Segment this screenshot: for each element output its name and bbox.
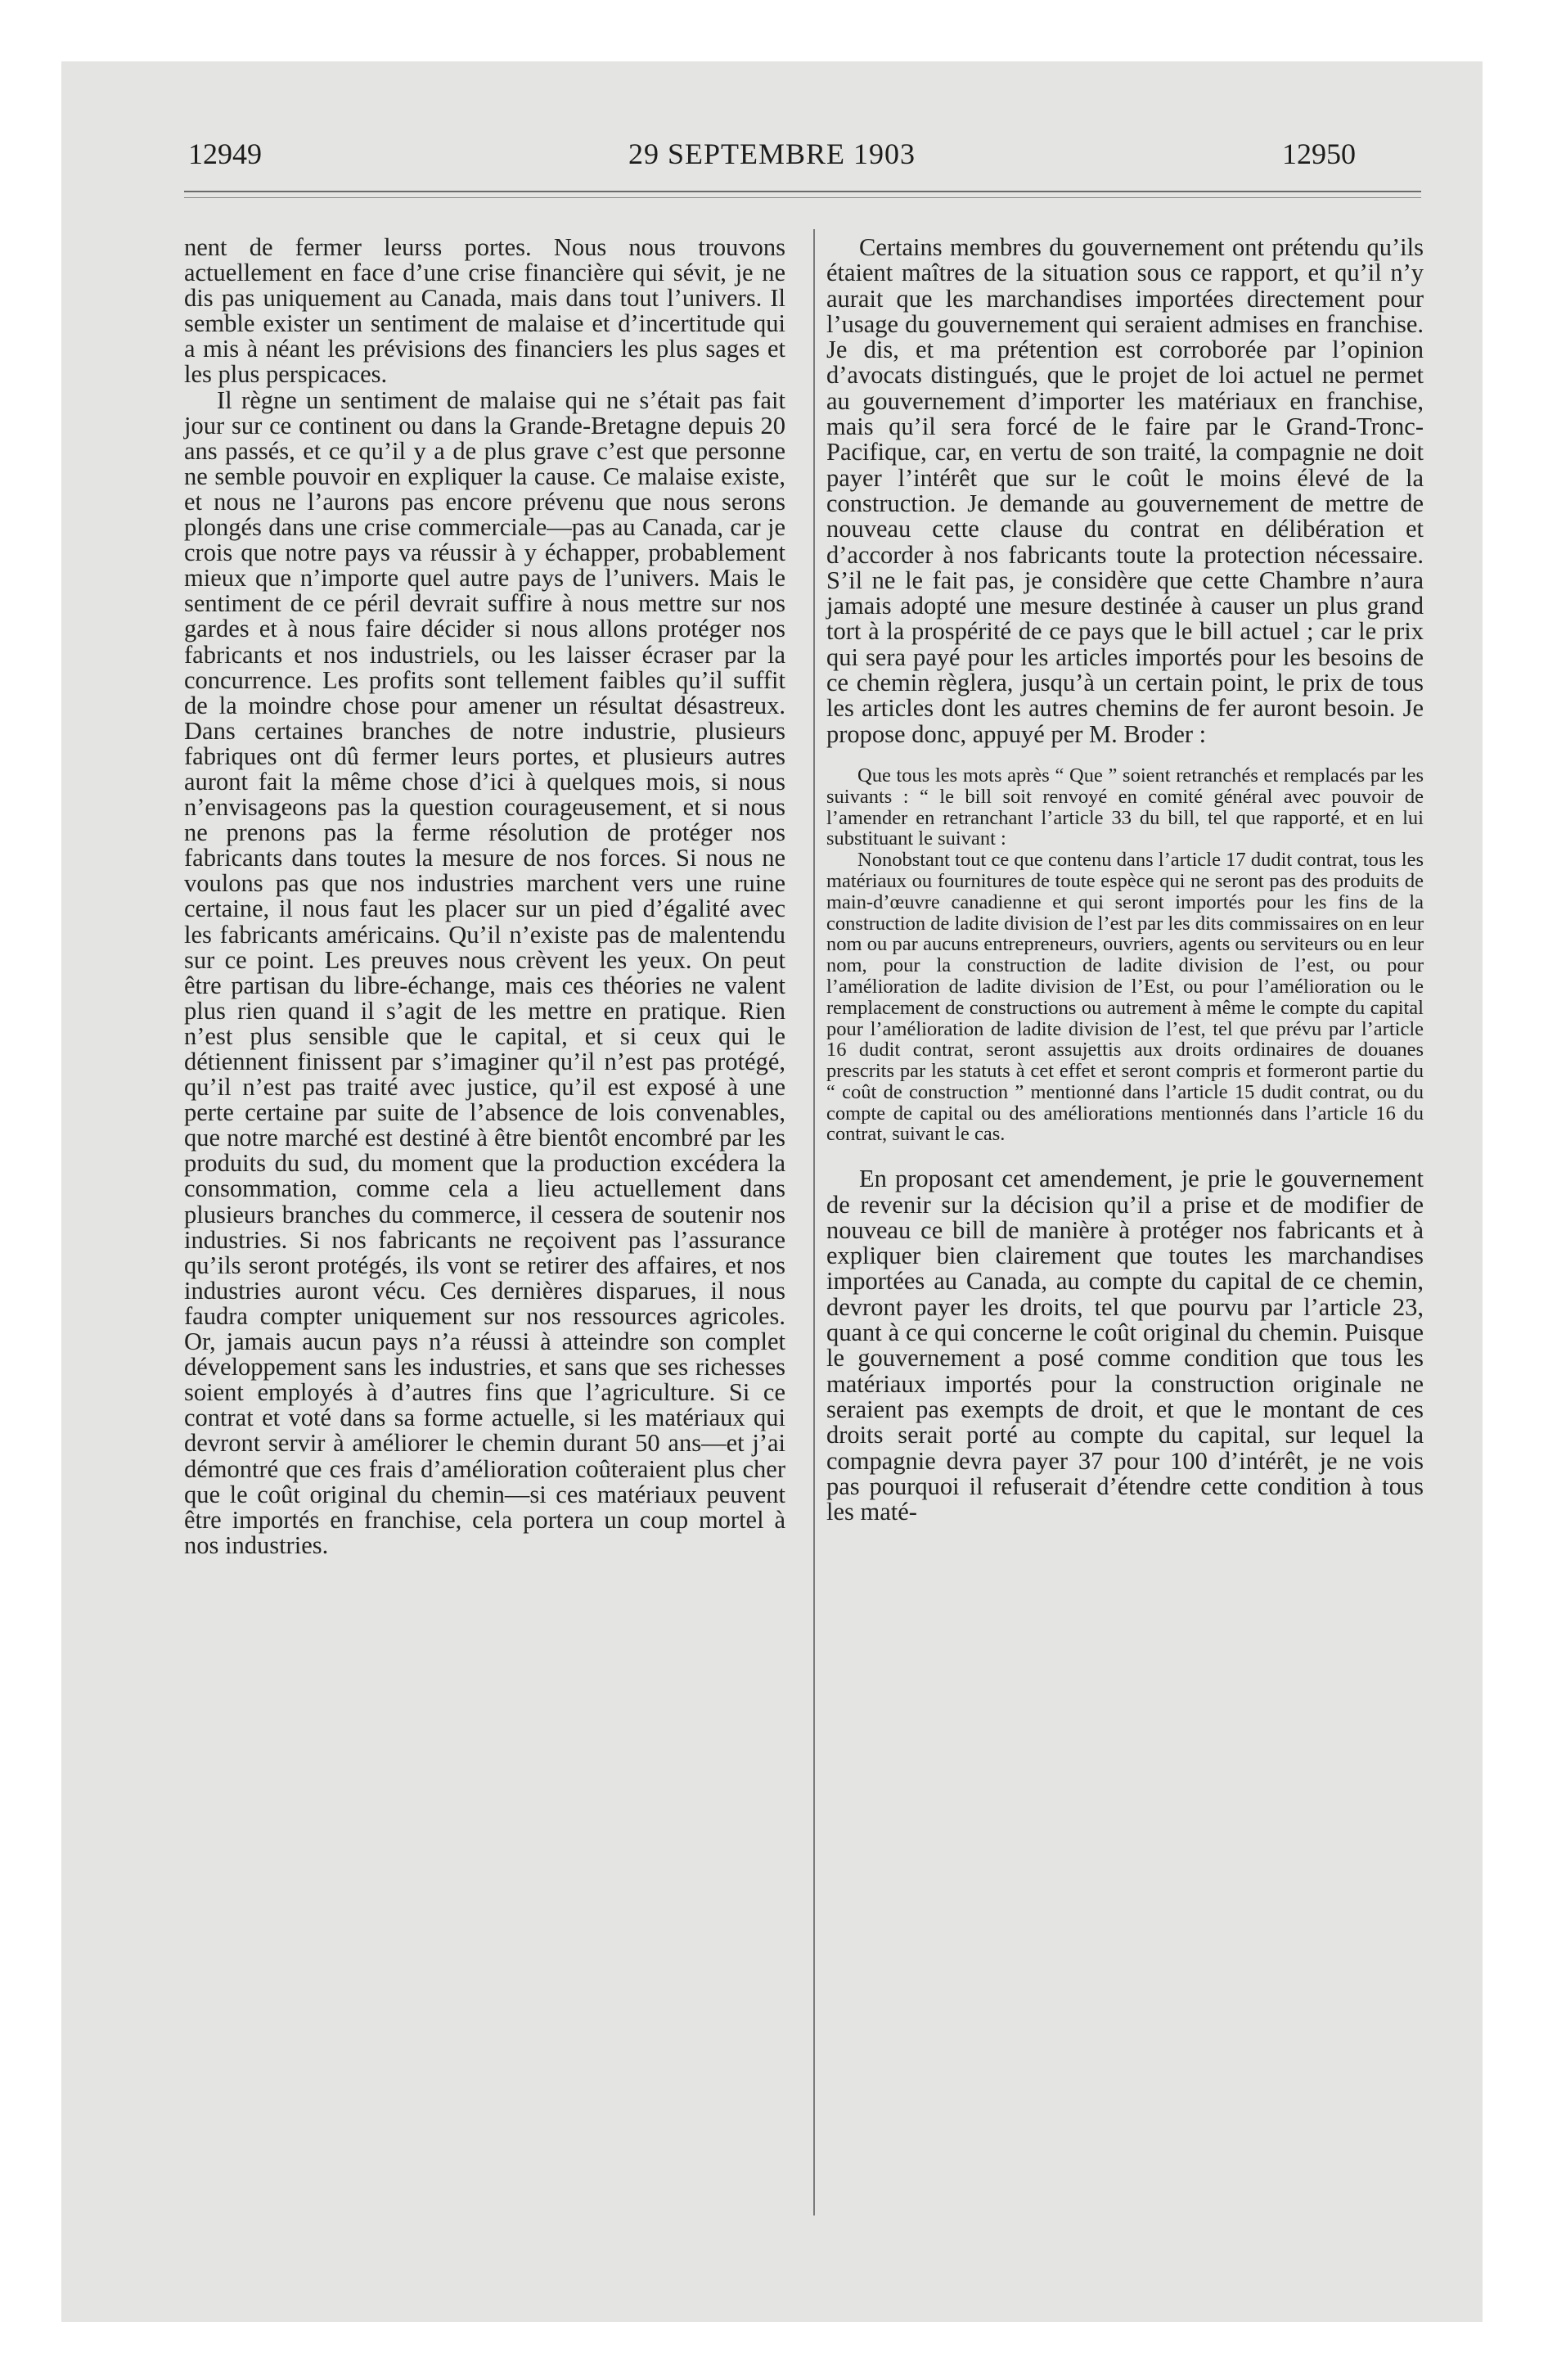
header-date: 29 SEPTEMBRE 1903 — [628, 137, 916, 170]
page-number-right: 12950 — [1282, 137, 1356, 170]
amendment-quote-paragraph-2: Nonobstant tout ce que contenu dans l’article 17 dudit contrat, tous les matériaux ou fournitures de toute espèce qui ne seront pas des produits de main-d’œuvre canadienne et qui seront importés pour les fins de la construction de ladite division de l’est par les dits commissaires on en leur nom ou par aucuns entrepreneurs, ouvriers, agents ou serviteurs ou en leur nom, pour la construction de ladite division de l’est, ou pour l’amélioration de ladite division de l’Est, ou pour l’amélioration ou le remplacement de constructions ou autrement à même le compte du capital pour l’amélioration de ladite division de l’est, tel que prévu par l’article 16 dudit contrat, seront assujettis aux droits ordinaires de douanes prescrits par les statuts à cet effet et seront compris et formeront partie du “ coût de construction ” mentionné dans l’article 15 dudit contrat, ou du compte de capital ou des améliorations mentionnés dans l’article 16 du contrat, suivant le cas. — [826, 849, 1424, 1146]
left-paragraph-1: nent de fermer leurss portes. Nous nous trouvons actuellement en face d’une crise financière qui sévit, je ne dis pas uniquement au Canada, mais dans tout l’univers. Il semble exister un sentiment de malaise et d’incertitude qui a mis à néant les prévisions des financiers les plus sages et les plus perspicaces. — [184, 233, 785, 389]
header-rule — [184, 191, 1421, 192]
page-number-left: 12949 — [188, 137, 262, 170]
amendment-quote — [826, 765, 1424, 1145]
header-rule-thin — [184, 197, 1421, 198]
left-paragraph-2: Il règne un sentiment de malaise qui ne s’était pas fait jour sur ce continent ou dans la Grande-Bretagne depuis 20 ans passés, et ce qu’il y a de plus grave c’est que personne ne semble pouvoir en expliquer la cause. Ce malaise existe, et nous ne l’aurons pas encore prévenu que nous serons plongés dans une crise commerciale—pas au Canada, car je crois que notre pays va réussir à y échapper, probablement mieux que n’importe quel autre pays de l’univers. Mais le sentiment de ce péril devrait suffire à nous mettre sur nos gardes et à nous faire décider si nous allons protéger nos fabricants et nos industriels, ou les laisser écraser par la concurrence. Les profits sont tellement faibles qu’il suffit de la moindre chose pour amener un résultat désastreux. Dans certaines branches de notre industrie, plusieurs fabriques ont dû fermer leurs portes, et plusieurs autres auront fait la même chose d’ici à quelques mois, si nous n’envisageons pas la question courageusement, et si nous ne prenons pas la ferme résolution de protéger nos fabricants dans toutes la mesure de nos forces. Si nous ne voulons pas que nos industries marchent vers une ruine certaine, il nous faut les placer sur un pied d’égalité avec les fabricants américains. Qu’il n’existe pas de malentendu sur ce point. Les preuves nous crèvent les yeux. On peut être partisan du libre-échange, mais ces théories ne valent plus rien quand il s’agit de les mettre en pratique. Rien n’est plus sensible que le capital, et si ceux qui le détiennent finissent par s’imaginer qu’il n’est pas protégé, qu’il n’est pas traité avec justice, qu’il est exposé à une perte certaine par suite de l’absence de lois convenables, que notre marché est destiné à être bientôt encombré par les produits du sud, du moment que la production excédera la consommation, comme cela a lieu actuellement dans plusieurs branches du commerce, il cessera de soutenir nos industries. Si nos fabricants ne reçoivent pas l’assurance qu’ils seront protégés, ils vont se retirer des affaires, et nos industries auront vécu. Ces dernières disparues, il nous faudra compter uniquement sur nos ressources agricoles. Or, jamais aucun pays n’a réussi à atteindre son complet développement sans les industries, et sans que ses richesses soient employés à d’autres fins que l’agriculture. Si ce contrat et voté dans sa forme actuelle, si les matériaux qui devront servir à améliorer le chemin durant 50 ans—et j’ai démontré que ces frais d’amélioration coûteraient plus cher que le coût original du chemin—si ces matériaux peuvent être importés en franchise, cela portera un coup mortel à nos industries. — [184, 385, 785, 1559]
left-column — [184, 235, 785, 1558]
right-paragraph-2: En proposant cet amendement, je prie le gouvernement de revenir sur la décision qu’il a prise et de modifier de nouveau ce bill de manière à protéger nos fabricants et à expliquer bien clairement que toutes les marchandises importées au Canada, au compte du capital de ce chemin, devront payer les droits, tel que pourvu par l’article 23, quant à ce qui concerne le coût original du chemin. Puisque le gouvernement a posé comme condition que tous les matériaux importés pour la construction originale ne seraient pas exempts de droit, et que le montant de ces droits serait porté au compte du capital, sur lequel la compagnie devra payer 37 pour 100 d’intérêt, je ne vois pas pourquoi il refuserait d’étendre cette condition à tous les maté- — [826, 1165, 1424, 1526]
right-column — [826, 235, 1424, 1525]
page — [61, 61, 1483, 2322]
amendment-quote-paragraph-1: Que tous les mots après “ Que ” soient retranchés et remplacés par les suivants : “ le bill soit renvoyé en comité général avec pouvoir de l’amender en retranchant l’article 33 du bill, tel que rapporté, et en lui substituant le suivant : — [826, 764, 1424, 850]
page-header — [188, 137, 1356, 178]
column-divider — [813, 229, 815, 2215]
right-paragraph-1: Certains membres du gouvernement ont prétendu qu’ils étaient maîtres de la situation sous ce rapport, et qu’il n’y aurait que les marchandises importées directement pour l’usage du gouvernement qui seraient admises en franchise. Je dis, et ma prétention est corroborée par l’opinion d’avocats distingués, que le projet de loi actuel ne permet au gouvernement d’importer les matériaux en franchise, mais qu’il sera forcé de le faire par le Grand-Tronc-Pacifique, car, en vertu de son traité, la compagnie ne doit payer l’intérêt que sur le coût le moins élevé de la construction. Je demande au gouvernement de mettre de nouveau cette clause du contrat en délibération et d’accorder à nos fabricants toute la protection nécessaire. S’il ne le fait pas, je considère que cette Chambre n’aura jamais adopté une mesure destinée à causer un plus grand tort à la prospérité de ce pays que le bill actuel ; car le prix qui sera payé pour les articles importés pour les besoins de ce chemin règlera, jusqu’à un certain point, le prix de tous les articles dont les autres chemins de fer auront besoin. Je propose donc, appuyé per M. Broder : — [826, 233, 1424, 748]
